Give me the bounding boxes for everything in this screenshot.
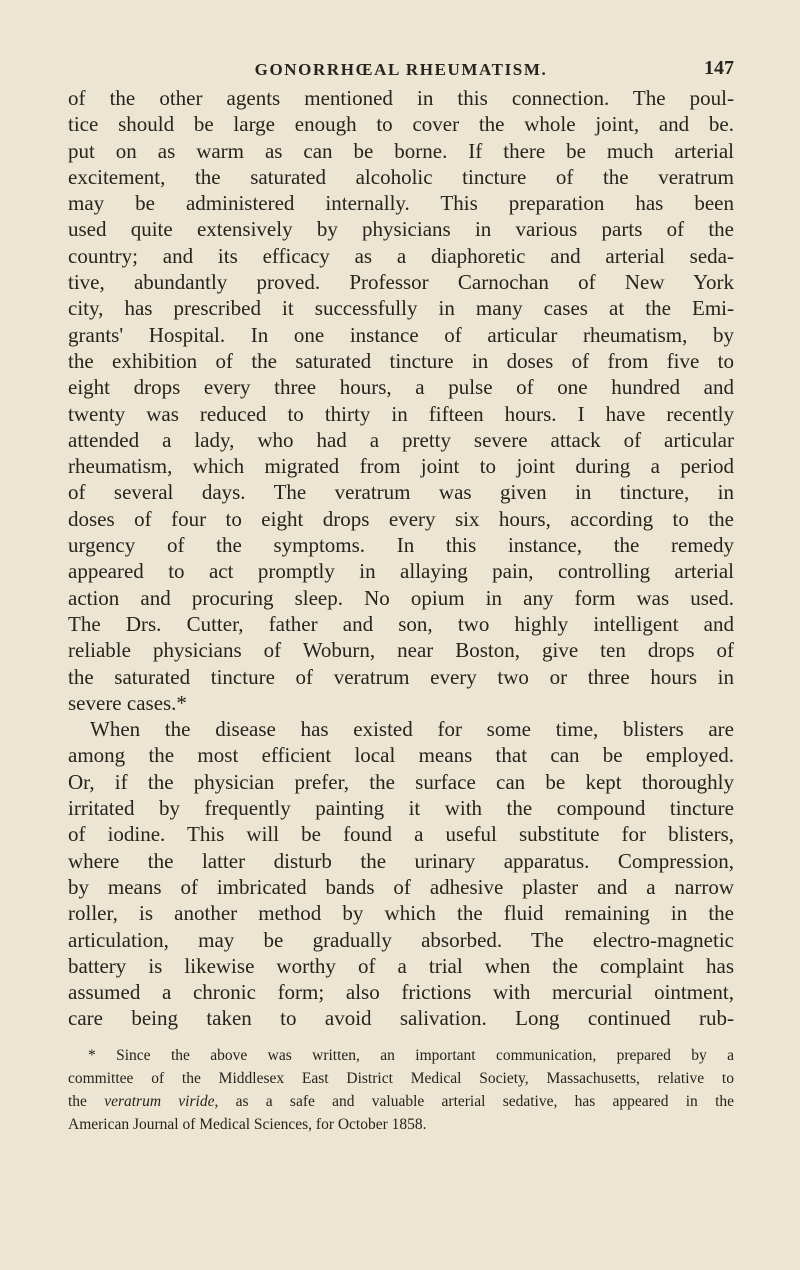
text-line: The Drs. Cutter, father and son, two highly intelligent and bbox=[68, 611, 734, 636]
text-line: tice should be large enough to cover the whole joint, and be. bbox=[68, 112, 734, 137]
text-line: may be administered internally. This preparation has been bbox=[68, 191, 734, 216]
text-line: action and procuring sleep. No opium in any form was used. bbox=[68, 585, 734, 610]
footnote bbox=[68, 1044, 734, 1136]
text-line: by means of imbricated bands of adhesive plaster and a narrow bbox=[68, 874, 734, 899]
text-line: severe cases.* bbox=[68, 690, 187, 715]
text-line: Or, if the physician prefer, the surface can be kept thoroughly bbox=[68, 769, 734, 794]
text-line: city, has prescribed it successfully in many cases at the Emi- bbox=[68, 296, 734, 321]
page-header bbox=[68, 57, 734, 86]
text-line: rheumatism, which migrated from joint to joint during a period bbox=[68, 454, 734, 479]
text-line: battery is likewise worthy of a trial when the complaint has bbox=[68, 953, 734, 978]
text-line: of several days. The veratrum was given in tincture, in bbox=[68, 480, 734, 505]
text-line: urgency of the symptoms. In this instance, the remedy bbox=[68, 533, 734, 558]
footnote-text: the bbox=[68, 1093, 105, 1110]
footnote-line: * Since the above was written, an important communication, prepared by a bbox=[88, 1047, 734, 1064]
text-line: used quite extensively by physicians in various parts of the bbox=[68, 217, 734, 242]
text-line: articulation, may be gradually absorbed. The electro-magnetic bbox=[68, 927, 734, 952]
footnote-text: , as a safe and valuable arterial sedative, has appeared in the bbox=[214, 1093, 734, 1110]
text-line: among the most efficient local means that can be employed. bbox=[68, 743, 734, 768]
text-line: twenty was reduced to thirty in fifteen hours. I have recently bbox=[68, 401, 734, 426]
text-line: reliable physicians of Woburn, near Boston, give ten drops of bbox=[68, 638, 734, 663]
text-line: tive, abundantly proved. Professor Carnochan of New York bbox=[68, 270, 734, 295]
footnote-line: committee of the Middlesex East District Medical Society, Massachusetts, relative to bbox=[68, 1070, 734, 1087]
text-line: eight drops every three hours, a pulse of one hundred and bbox=[68, 375, 734, 400]
footnote-line: American Journal of Medical Sciences, for October 1858. bbox=[68, 1116, 427, 1133]
text-line: excitement, the saturated alcoholic tincture of the veratrum bbox=[68, 164, 734, 189]
text-line: When the disease has existed for some time, blisters are bbox=[90, 717, 734, 742]
body-text bbox=[68, 85, 734, 1032]
text-line: care being taken to avoid salivation. Long continued rub- bbox=[68, 1006, 734, 1031]
footnote-italic: veratrum viride bbox=[104, 1093, 215, 1110]
text-line: irritated by frequently painting it with the compound tincture bbox=[68, 796, 734, 821]
text-line: roller, is another method by which the fluid remaining in the bbox=[68, 901, 734, 926]
text-line: of iodine. This will be found a useful substitute for blisters, bbox=[68, 822, 734, 847]
text-line: appeared to act promptly in allaying pain, controlling arterial bbox=[68, 559, 734, 584]
text-line: grants' Hospital. In one instance of articular rheumatism, by bbox=[68, 322, 734, 347]
text-line: where the latter disturb the urinary apparatus. Compression, bbox=[68, 848, 734, 873]
text-line: assumed a chronic form; also frictions with mercurial ointment, bbox=[68, 980, 734, 1005]
page-number: 147 bbox=[704, 57, 734, 79]
running-title: GONORRHŒAL RHEUMATISM. bbox=[254, 60, 548, 79]
text-line: country; and its efficacy as a diaphoretic and arterial seda- bbox=[68, 243, 734, 268]
footnote-line bbox=[68, 1090, 734, 1113]
text-line: put on as warm as can be borne. If there be much arterial bbox=[68, 138, 734, 163]
text-line: the saturated tincture of veratrum every two or three hours in bbox=[68, 664, 734, 689]
text-line: attended a lady, who had a pretty severe attack of articular bbox=[68, 427, 734, 452]
text-line: the exhibition of the saturated tincture in doses of from five to bbox=[68, 348, 734, 373]
text-line: doses of four to eight drops every six hours, according to the bbox=[68, 506, 734, 531]
text-line: of the other agents mentioned in this connection. The poul- bbox=[68, 86, 734, 110]
